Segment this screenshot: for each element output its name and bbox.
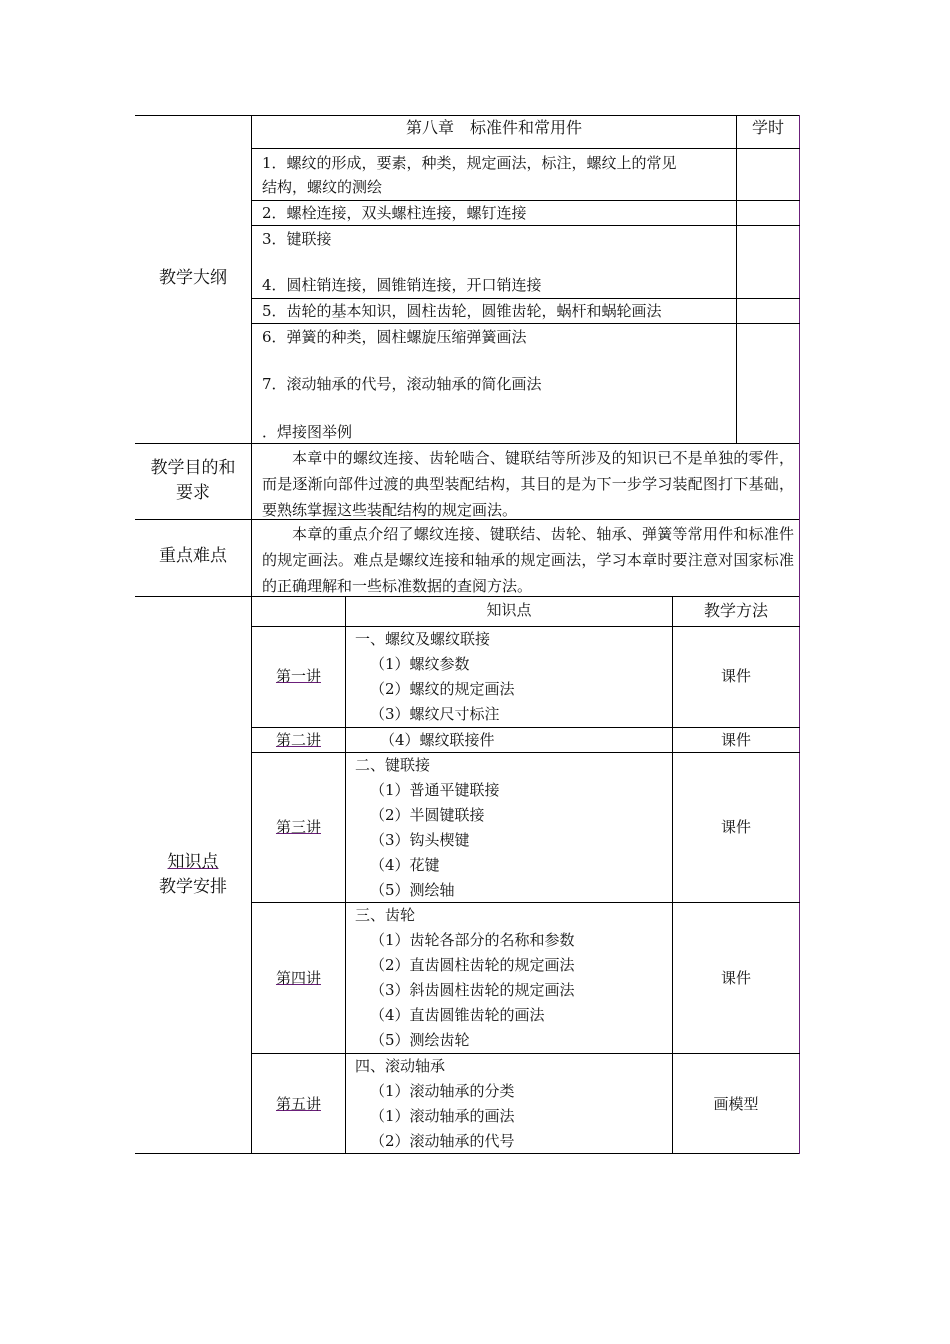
knowledge-line: （1）滚动轴承的分类 bbox=[370, 1082, 515, 1100]
method-cell: 课件 bbox=[720, 731, 751, 749]
goals-label: 教学目的和 要求 bbox=[150, 458, 236, 503]
knowledge-line: 一、螺纹及螺纹联接 bbox=[355, 630, 491, 648]
knowledge-line: （1）齿轮各部分的名称和参数 bbox=[370, 931, 575, 949]
goals-text: 本章中的螺纹连接、齿轮啮合、键联结等所涉及的知识已不是单独的零件，而是逐渐向部件过渡的典型装配结构，其目的是为下一步学习装配图打下基础，要熟练掌握这些装配结构的规定画法。 bbox=[262, 449, 794, 519]
knowledge-line: 四、滚动轴承 bbox=[355, 1057, 446, 1075]
focus-text: 本章的重点介绍了螺纹连接、键联结、齿轮、轴承、弹簧等常用件和标准件的规定画法。难点是螺纹连接和轴承的规定画法，学习本章时要注意对国家标准的正确理解和一些标准数据的查阅方法。 bbox=[262, 525, 794, 595]
knowledge-line: 二、键联接 bbox=[355, 756, 431, 774]
knowledge-line: （1）普通平键联接 bbox=[370, 781, 500, 799]
focus-label: 重点难点 bbox=[159, 546, 227, 566]
knowledge-line: （3）螺纹尺寸标注 bbox=[370, 705, 500, 723]
method-cell: 课件 bbox=[720, 969, 751, 987]
knowledge-line: （4）花键 bbox=[370, 856, 440, 874]
knowledge-line: （4）直齿圆锥齿轮的画法 bbox=[370, 1006, 545, 1024]
knowledge-line: （2）滚动轴承的代号 bbox=[370, 1132, 515, 1150]
chapter-title: 第八章 标准件和常用件 bbox=[405, 118, 582, 137]
lecture-link-4[interactable]: 第四讲 bbox=[275, 969, 321, 987]
knowledge-line: （2）螺纹的规定画法 bbox=[370, 680, 515, 698]
lecture-link-3[interactable]: 第三讲 bbox=[275, 818, 321, 836]
knowledge-line: （1）螺纹参数 bbox=[370, 655, 470, 673]
header-method: 教学方法 bbox=[703, 601, 768, 620]
lecture-link-2[interactable]: 第二讲 bbox=[275, 731, 321, 749]
knowledge-line: （2）直齿圆柱齿轮的规定画法 bbox=[370, 956, 575, 974]
lecture-link-1[interactable]: 第一讲 bbox=[275, 667, 321, 685]
knowledge-line: （2）半圆键联接 bbox=[370, 806, 485, 824]
lecture-link-5[interactable]: 第五讲 bbox=[275, 1095, 321, 1113]
method-cell: 课件 bbox=[720, 667, 751, 685]
hours-header: 学时 bbox=[751, 118, 784, 137]
knowledge-line: （5）测绘齿轮 bbox=[370, 1031, 470, 1049]
knowledge-line: （1）滚动轴承的画法 bbox=[370, 1107, 515, 1125]
outline-label: 教学大纲 bbox=[159, 268, 227, 288]
header-knowledge: 知识点 bbox=[486, 601, 532, 619]
knowledge-line: （3）斜齿圆柱齿轮的规定画法 bbox=[370, 981, 575, 999]
knowledge-line: （4）螺纹联接件 bbox=[380, 731, 495, 749]
knowledge-line: 三、齿轮 bbox=[355, 906, 416, 924]
knowledge-line: （3）钩头楔键 bbox=[370, 831, 470, 849]
schedule-label: 知识点 教学安排 bbox=[159, 852, 227, 897]
knowledge-line: （5）测绘轴 bbox=[370, 881, 455, 899]
method-cell: 课件 bbox=[720, 818, 751, 836]
method-cell: 画模型 bbox=[713, 1095, 759, 1113]
